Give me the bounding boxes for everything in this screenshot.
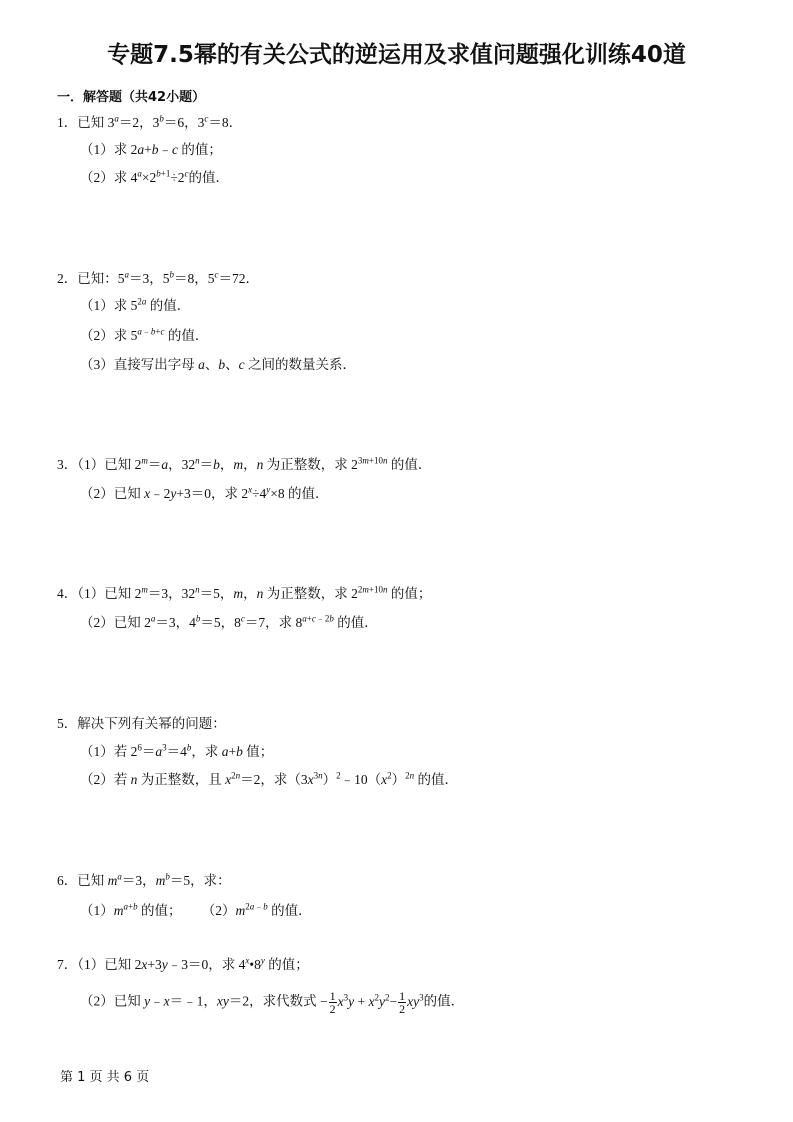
- question-5: 5．解决下列有关幂的问题：: [57, 716, 226, 731]
- question-6-parts: $(1)m^{a+b}$ 的值； $(2)m^{2a﹣b}$ 的值．: [80, 901, 312, 918]
- question-3-part-2: （2）已知 x﹣2y+3＝0，求 $2^x\div 4^y\times 8$ 的值．: [80, 484, 329, 501]
- question-2: 2．已知：$5^a=3$，$5^b=8$，$5^c=72$．: [57, 269, 259, 286]
- question-4-part-2: （2）已知 $2^a=3$，$4^b=5$，$8^c=7$，求 $8^{a+c﹣2b}$ 的值．: [80, 613, 378, 630]
- question-2-part-2: （2）求 $5^{a﹣b+c}$ 的值．: [80, 326, 209, 343]
- question-5-part-2: （2）若 n 为正整数，且 $x^{2n}=2$，求$(3x^{3n})^2﹣10(x^2)^{2n}$ 的值．: [80, 770, 458, 787]
- page-footer: 第 1 页 共 6 页: [60, 1070, 150, 1085]
- question-2-part-1: （1）求 $5^{2a}$ 的值．: [80, 296, 191, 313]
- question-1-part-2: （2）求 $4^a\times 2^{b+1}\div 2^c$的值．: [80, 168, 229, 185]
- section-heading: 一．解答题（共42小题）: [57, 90, 206, 105]
- question-2-part-3: （3）直接写出字母 a、b、c 之间的数量关系．: [80, 357, 356, 372]
- question-6: 6．已知 $m^a=3$，$m^b=5$，求：: [57, 871, 231, 888]
- question-7-part-2: （2）已知 y﹣x＝﹣1，xy＝2，求代数式 − $\frac{1}{2}$ $x^3y + x^2y^2-$ $\frac{1}{2}$ $xy^3$的值．: [80, 989, 465, 1016]
- question-3: 3．（1）已知 $2^m=a$，$32^n=b$，m，n 为正整数，求 $2^{3m+10n}$ 的值．: [57, 455, 432, 472]
- algebraic-expression: − $\frac{1}{2}$ $x^3y + x^2y^2-$ $\frac{1}{2}$ $xy^3$: [319, 989, 424, 1016]
- question-4: 4．（1）已知 $2^m=3$，$32^n=5$，m，n 为正整数，求 $2^{2m+10n}$ 的值；: [57, 584, 432, 601]
- question-5-part-1: （1）若 $2^6=a^3=4^b$，求 a+b 值；: [80, 742, 274, 759]
- question-1: 1．已知 $3^a=2$，$3^b=6$，$3^c=8$．: [57, 113, 243, 130]
- question-1-part-1: （1）求 2a+b﹣c 的值；: [80, 142, 222, 157]
- page-title: 专题7.5幂的有关公式的逆运用及求值问题强化训练40道: [107, 42, 686, 68]
- question-7: 7．（1）已知 2x+3y﹣3＝0，求 4$^x$•8$^y$ 的值；: [57, 955, 309, 972]
